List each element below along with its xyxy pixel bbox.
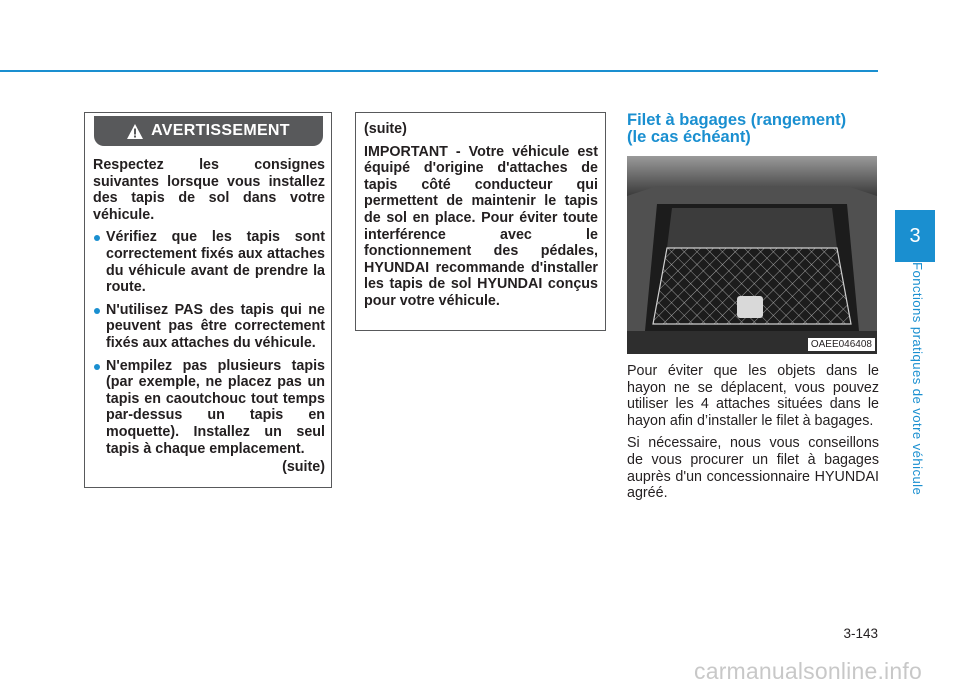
chapter-title: Fonctions pratiques de votre véhicule (910, 262, 925, 496)
warning-bullet: Vérifiez que les tapis sont correctement fixés aux attaches du véhicule avant de prendre la route. (93, 229, 325, 295)
chapter-tab (895, 210, 935, 262)
continuation-text: IMPORTANT - Votre véhicule est équipé d'origine d'attaches de tapis côté conducteur qui permettent de maintenir le tapis de sol en place. Pour éviter toute interférence avec le fonctionnement des pédales, HYUNDAI recommande d'installer les tapis de sol HYUNDAI conçus pour votre véhicule. (364, 143, 598, 309)
warning-continued: (suite) (282, 459, 325, 476)
warning-bullet: N'empilez pas plusieurs tapis (par exemple, ne placez pas un tapis en caoutchouc tout temps par-dessus un tapis en moquette). Installez un seul tapis à chaque emplacement. (93, 358, 325, 458)
section-body (627, 363, 879, 508)
watermark: carmanualsonline.info (694, 658, 922, 684)
image-caption: OAEE046408 (808, 338, 875, 351)
warning-triangle-icon (127, 124, 143, 139)
warning-intro: Respectez les consignes suivantes lorsque vous installez des tapis de sol dans votre véhicule. (93, 157, 325, 223)
page-number: 3-143 (843, 626, 878, 641)
section-title-line1: Filet à bagages (rangement) (627, 111, 847, 129)
continuation-body (364, 121, 598, 316)
continuation-box (355, 112, 606, 331)
warning-body (93, 157, 325, 476)
top-rule (0, 70, 878, 72)
cargo-net-illustration (627, 156, 877, 354)
paragraph-1: Pour éviter que les objets dans le hayon ne se déplacent, vous pouvez utiliser les 4 attaches situées dans le hayon afin d’installer le filet à bagages. (627, 363, 879, 429)
paragraph-2: Si nécessaire, nous vous conseillons de vous procurer un filet à bagages auprès d'un concessionnaire HYUNDAI agréé. (627, 435, 879, 502)
warning-title: AVERTISSEMENT (151, 122, 290, 139)
cargo-net-photo (627, 156, 877, 354)
section-title-line2: (le cas échéant) (627, 128, 751, 146)
continuation-label: (suite) (364, 121, 407, 137)
warning-box (84, 112, 332, 488)
warning-header (94, 116, 323, 146)
warning-bullet: N'utilisez PAS des tapis qui ne peuvent pas être correctement fixés aux attaches du véhicule. (93, 302, 325, 352)
warning-bullets (93, 229, 325, 457)
chapter-number: 3 (909, 224, 921, 247)
section-title (627, 112, 879, 146)
